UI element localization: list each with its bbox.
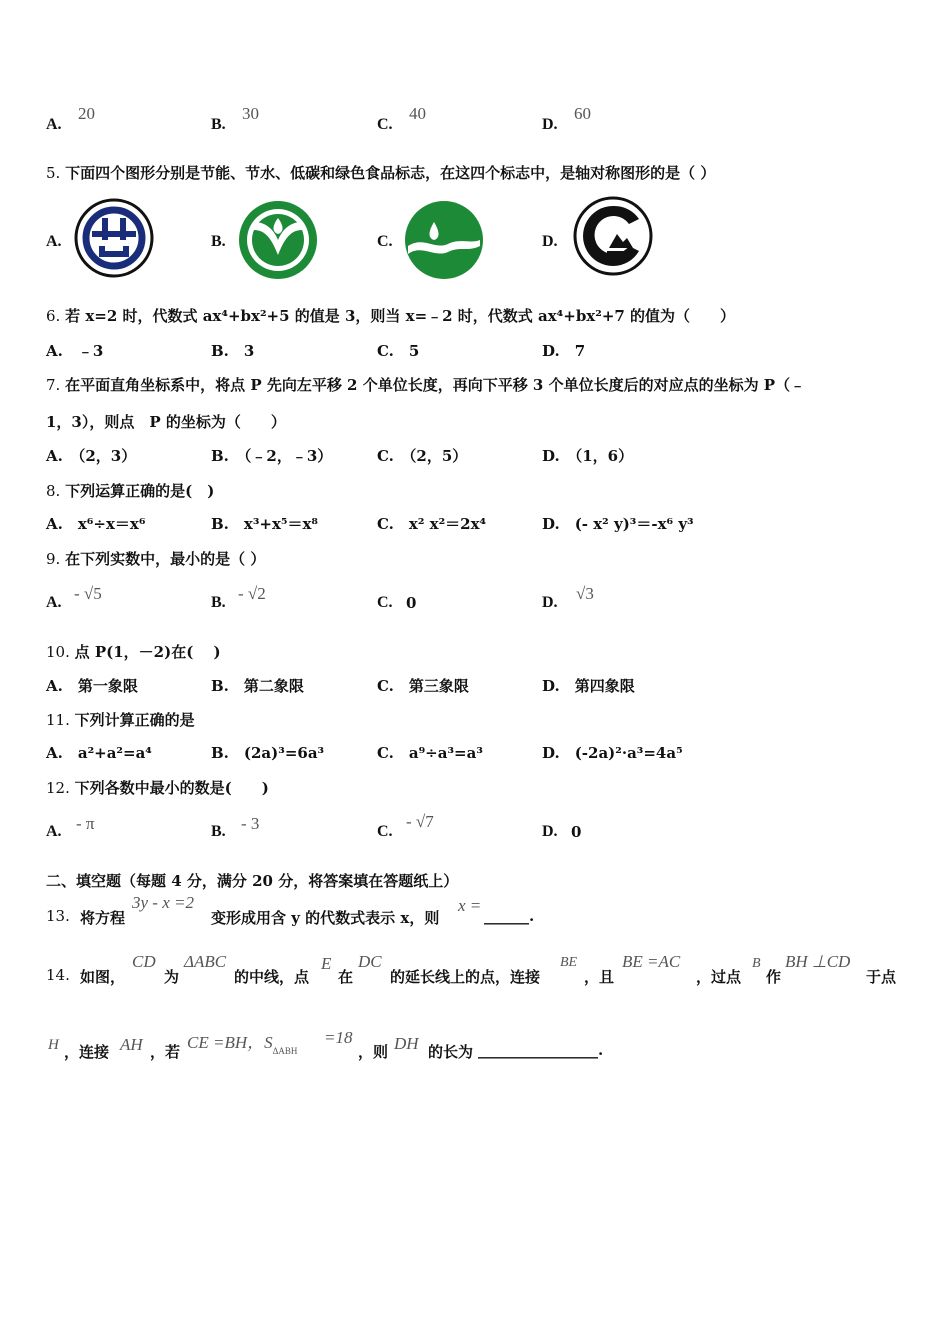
q6-option-d: D. 7 [542,342,586,360]
q5-option-d-label: D. [542,233,558,250]
q14-blank: ________________. [478,1041,604,1059]
q11-option-c: C. a⁹÷a³=a³ [377,744,483,762]
question-8 [46,480,214,501]
question-number: 9. [46,550,61,568]
q4-option-b-label: B. [211,116,226,133]
question-6 [46,305,735,326]
q14-text-5: 的延长线上的点，连接 [390,968,541,986]
question-text-line1: 在平面直角坐标系中，将点 P 先向左平移 2 个单位长度，再向下平移 3 个单位长度后的对应点的坐标为 P（﹣ [65,376,806,394]
question-9 [46,548,265,569]
question-13-lhs: x = [458,896,482,915]
question-number: 10. [46,643,70,661]
q6-option-c: C. 5 [377,342,420,360]
q4-option-d-label: D. [542,116,558,133]
question-11 [46,709,195,730]
q14-math-5: BE [560,955,578,970]
q14-math-4: DC [358,952,382,971]
question-5 [46,162,715,183]
q14-math-6: BE =AC [622,952,681,971]
q10-option-a: A. 第一象限 [46,677,138,695]
q14-text-10: ，连接 [64,1043,110,1061]
q12-option-d-label: D. [542,823,558,840]
q5-option-a-label: A. [46,233,62,250]
q9-option-b-value: - √2 [238,584,266,603]
q14-text-9: 于点 [866,968,897,986]
q14-text-4: 在 [338,968,354,986]
q10-option-d: D. 第四象限 [542,677,635,695]
q14-text-11: ，若 [150,1043,181,1061]
q14-text-8: 作 [766,968,782,986]
question-14-number: 14. [46,966,70,984]
q14-math-2: ΔABC [184,952,227,971]
q14-text-1: 如图， [80,968,126,986]
q7-option-d: D. （1，6） [542,447,634,465]
q12-option-b-value: - 3 [241,814,260,833]
green-food-logo-icon [573,196,653,276]
q12-option-a-label: A. [46,823,62,840]
q7-option-c: C. （2，5） [377,447,468,465]
q7-option-a: A. （2，3） [46,447,137,465]
q12-option-b-label: B. [211,823,226,840]
q12-option-d-value: 0 [571,823,582,841]
q14-text-3: 的中线，点 [234,968,310,986]
section-2-title: 二、填空题（每题 4 分，满分 20 分，将答案填在答题纸上） [46,872,459,890]
q14-math-11-sub: ΔABH [272,1046,298,1056]
question-13-mid: 变形成用含 y 的代数式表示 x，则 [211,909,440,927]
q14-text-12: ，则 [358,1043,389,1061]
q5-option-c-label: C. [377,233,393,250]
q9-option-a-label: A. [46,594,62,611]
question-text: 下列各数中最小的数是( ) [74,779,269,797]
q6-option-b: B. 3 [211,342,255,360]
q9-option-d-label: D. [542,594,558,611]
question-number: 12. [46,779,70,797]
question-10 [46,641,221,662]
question-13-number: 13. [46,907,70,925]
q4-option-b-value: 30 [242,104,259,123]
q14-text-2: 为 [164,968,180,986]
q14-math-10: AH [120,1035,143,1054]
q14-math-7: B [752,956,761,971]
q14-math-8: BH ⊥CD [785,952,851,971]
question-13-blank: ______. [484,907,535,925]
q14-math-11-main: CE =BH，S [187,1033,273,1052]
q14-text-13: 的长为 [428,1043,474,1061]
q9-option-a-value: - √5 [74,584,102,603]
q4-option-c-value: 40 [409,104,426,123]
question-7-line2: 1，3），则点 P 的坐标为（ ） [46,413,286,431]
q14-math-13: DH [394,1034,419,1053]
q6-option-a: A. ﹣3 [46,342,104,360]
question-number: 5. [46,164,61,182]
q12-option-a-value: - π [76,814,95,833]
q14-math-12: =18 [324,1028,353,1047]
question-text: 下列计算正确的是 [74,711,195,729]
q4-option-a-value: 20 [78,104,95,123]
question-number: 8. [46,482,61,500]
question-12 [46,777,269,798]
q8-option-b: B. x³+x⁵＝x⁸ [211,515,319,533]
q4-option-a-label: A. [46,116,62,133]
q8-option-a: A. x⁶÷x＝x⁶ [46,515,146,533]
q7-option-b: B. （﹣2，﹣3） [211,447,333,465]
q11-option-d: D. (-2a)²·a³=4a⁵ [542,744,683,762]
q9-option-d-value: √3 [576,584,594,603]
q14-math-3: E [321,954,332,973]
question-13-equation: 3y - x =2 [132,893,194,912]
q8-option-d: D. (- x² y)³＝-x⁶ y³ [542,515,694,533]
q5-option-b-label: B. [211,233,226,250]
question-7 [46,374,805,395]
q12-option-c-label: C. [377,823,393,840]
q9-option-c-value: 0 [406,594,417,612]
q4-option-c-label: C. [377,116,393,133]
q9-option-c-label: C. [377,594,393,611]
q14-text-6: ，且 [584,968,615,986]
low-carbon-logo-icon [404,200,484,280]
q12-option-c-value: - √7 [406,812,434,831]
question-text: 在下列实数中，最小的是（ ） [65,550,266,568]
question-13-pre: 将方程 [80,909,126,927]
q8-option-c: C. x² x²＝2x⁴ [377,515,487,533]
q14-math-1: CD [132,952,156,971]
question-text: 若 x=2 时，代数式 ax⁴+bx²+5 的值是 3，则当 x=﹣2 时，代数式 ax⁴+bx²+7 的值为（ ） [65,307,736,325]
question-text: 点 P(1，－2)在( ) [74,643,221,661]
q14-math-9: H [48,1037,59,1053]
question-number: 11. [46,711,70,729]
q14-text-7: ，过点 [696,968,742,986]
question-text: 下列运算正确的是( ) [65,482,215,500]
q4-option-d-value: 60 [574,104,591,123]
q9-option-b-label: B. [211,594,226,611]
energy-saving-logo-icon [74,198,154,278]
question-text: 下面四个图形分别是节能、节水、低碳和绿色食品标志，在这四个标志中，是轴对称图形的是（ ） [65,164,716,182]
question-number: 7. [46,376,61,394]
q14-math-11 [187,1028,297,1056]
q10-option-c: C. 第三象限 [377,677,469,695]
question-number: 6. [46,307,61,325]
q10-option-b: B. 第二象限 [211,677,304,695]
q11-option-a: A. a²+a²=a⁴ [46,744,152,762]
q11-option-b: B. (2a)³=6a³ [211,744,325,762]
water-saving-logo-icon [238,200,318,280]
